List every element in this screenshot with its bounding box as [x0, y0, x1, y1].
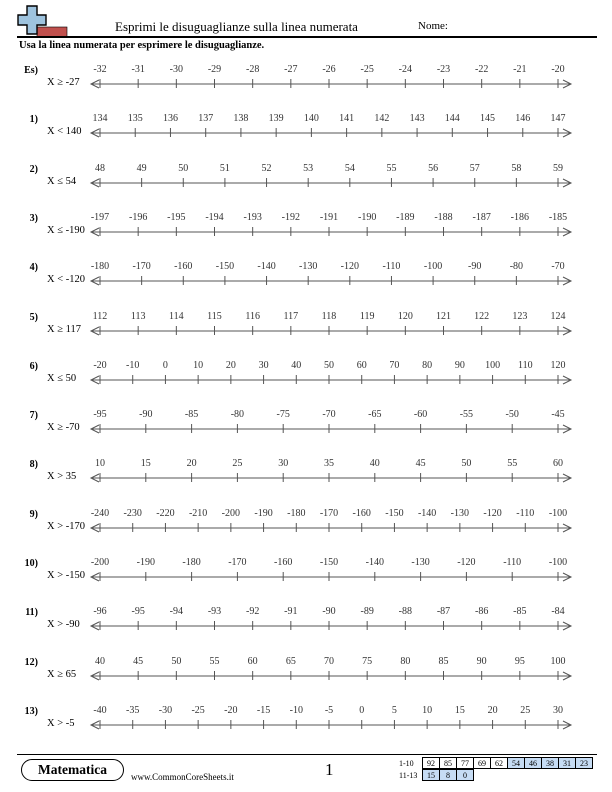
tick-label: -92 [245, 606, 260, 618]
tick-label: -89 [360, 606, 374, 618]
tick-label: 40 [369, 458, 380, 470]
tick-label: 65 [285, 655, 296, 667]
tick-label: -110 [503, 557, 522, 568]
tick-label: -22 [474, 64, 489, 75]
tick-label: 70 [324, 655, 334, 667]
tick-label: 124 [550, 310, 566, 322]
tick-label: -25 [191, 704, 205, 716]
instructions: Usa la linea numerata per esprimere le disuguaglianze. [19, 40, 265, 51]
problem-number: 12) [24, 656, 38, 668]
tick-label: 30 [258, 359, 269, 371]
problem-number: 1) [29, 114, 38, 126]
number-line[interactable] [88, 307, 574, 345]
tick-label: 113 [130, 310, 146, 322]
number-line[interactable] [88, 602, 574, 640]
tick-label: -180 [182, 557, 201, 568]
score-cell: 0 [457, 770, 474, 781]
problem-inequality: X ≤ -190 [47, 224, 85, 236]
tick-label: 122 [474, 310, 490, 322]
number-line[interactable] [88, 356, 574, 394]
tick-label: -189 [396, 211, 415, 223]
tick-label: -180 [287, 507, 306, 519]
tick-label: -5 [324, 704, 334, 716]
tick-label: 115 [207, 310, 222, 322]
tick-label: 60 [247, 655, 258, 667]
tick-label: 136 [162, 113, 178, 125]
tick-label: -220 [156, 507, 175, 519]
tick-label: -20 [224, 704, 238, 716]
tick-label: 10 [193, 359, 204, 371]
score-cell: 8 [440, 770, 457, 781]
tick-label: -120 [483, 507, 502, 519]
tick-label: -70 [322, 409, 336, 421]
tick-label: -15 [256, 704, 271, 716]
tick-label: -196 [128, 211, 148, 223]
header-divider [17, 36, 597, 38]
tick-label: -20 [551, 64, 565, 75]
tick-label: -93 [207, 606, 222, 618]
score-table-row-2 [398, 769, 474, 781]
problem-inequality: X > -90 [47, 619, 80, 631]
tick-label: -86 [474, 606, 489, 618]
tick-label: 50 [178, 162, 189, 174]
score-cell: 38 [542, 758, 559, 769]
problem-inequality: X > -170 [47, 520, 86, 532]
problem-number: 7) [29, 410, 38, 422]
tick-label: 56 [428, 162, 439, 174]
tick-label: 90 [454, 359, 465, 371]
worksheet-title: Esprimi le disuguaglianze sulla linea numerata [115, 19, 358, 34]
tick-label: -120 [340, 261, 359, 273]
tick-label: -170 [132, 261, 151, 273]
tick-label: -80 [509, 261, 524, 273]
tick-label: -90 [468, 261, 482, 273]
tick-label: 54 [344, 162, 355, 174]
tick-label: 49 [136, 162, 147, 174]
tick-label: 137 [198, 113, 214, 125]
tick-label: -190 [254, 507, 273, 519]
tick-label: 40 [95, 655, 105, 667]
footer-divider [17, 754, 597, 755]
tick-label: -24 [398, 64, 413, 75]
tick-label: -210 [188, 507, 208, 519]
tick-label: 15 [454, 704, 465, 716]
number-line[interactable] [88, 504, 574, 542]
number-line[interactable] [88, 159, 574, 197]
tick-label: 144 [444, 113, 460, 125]
tick-label: 90 [476, 655, 487, 667]
problem-number: 2) [29, 163, 38, 175]
tick-label: 20 [487, 704, 498, 716]
tick-label: -20 [93, 359, 107, 371]
tick-label: 25 [520, 704, 531, 716]
tick-label: -140 [257, 261, 276, 273]
problem-inequality: X ≥ 65 [47, 668, 77, 680]
tick-label: -185 [548, 211, 568, 223]
tick-label: -191 [319, 211, 339, 223]
tick-label: -50 [505, 409, 519, 421]
tick-label: 48 [95, 162, 105, 174]
tick-label: -160 [274, 557, 293, 568]
tick-label: -95 [131, 606, 145, 618]
tick-label: -10 [289, 704, 303, 716]
tick-label: -87 [436, 606, 451, 618]
score-cell: 77 [457, 758, 474, 769]
tick-label: 114 [169, 310, 184, 322]
score-cell: 54 [508, 758, 525, 769]
number-line[interactable] [88, 109, 574, 147]
tick-label: -70 [551, 261, 565, 273]
tick-label: 121 [436, 310, 451, 322]
tick-label: 116 [245, 310, 260, 322]
tick-label: 25 [232, 458, 243, 470]
tick-label: 119 [359, 310, 375, 322]
problem-inequality: X < -120 [47, 274, 86, 286]
problem-inequality: X < 140 [47, 126, 82, 138]
tick-label: 85 [438, 655, 449, 667]
tick-label: -10 [126, 359, 140, 371]
number-line[interactable] [88, 454, 574, 492]
tick-label: 80 [400, 655, 411, 667]
plus-logo-icon [17, 5, 69, 37]
tick-label: -240 [90, 507, 110, 519]
number-line[interactable] [88, 257, 574, 295]
score-cell: 69 [474, 758, 491, 769]
tick-label: -120 [457, 557, 476, 568]
tick-label: -27 [284, 64, 298, 75]
tick-label: 118 [321, 310, 337, 322]
tick-label: 143 [409, 113, 425, 125]
problem-inequality: X ≤ 54 [47, 175, 77, 187]
tick-label: -26 [322, 64, 336, 75]
tick-label: -192 [281, 211, 301, 223]
tick-label: 100 [550, 655, 566, 667]
tick-label: -95 [93, 409, 107, 421]
tick-label: -65 [368, 409, 382, 421]
tick-label: -40 [93, 704, 107, 716]
tick-label: -140 [365, 557, 384, 568]
score-range-label: 1-10 [399, 758, 414, 768]
tick-label: -180 [90, 261, 110, 273]
problem-number: 8) [29, 459, 38, 471]
tick-label: -88 [398, 606, 413, 618]
tick-label: -96 [93, 606, 107, 618]
tick-label: 140 [303, 113, 319, 125]
number-line[interactable] [88, 208, 574, 246]
tick-label: 134 [92, 113, 108, 125]
tick-label: 145 [480, 113, 496, 125]
tick-label: 117 [283, 310, 299, 322]
problem-number: 3) [29, 212, 38, 224]
tick-label: -150 [215, 261, 235, 273]
page-number: 1 [325, 760, 334, 779]
tick-label: -21 [513, 64, 527, 75]
tick-label: -195 [167, 211, 186, 223]
tick-label: -90 [322, 606, 336, 618]
problem-number: Es) [24, 65, 38, 76]
tick-label: 60 [553, 458, 563, 470]
tick-label: 5 [391, 704, 397, 716]
tick-label: 58 [511, 162, 522, 174]
number-line[interactable] [88, 701, 574, 739]
problem-number: 11) [25, 607, 38, 619]
tick-label: 51 [219, 162, 230, 174]
tick-label: 110 [517, 359, 533, 371]
tick-label: -32 [93, 64, 107, 75]
tick-label: -45 [551, 409, 565, 421]
tick-label: 120 [550, 359, 566, 371]
problem-number: 4) [29, 262, 38, 274]
tick-label: -84 [551, 606, 565, 618]
tick-label: 53 [303, 162, 314, 174]
tick-label: 15 [140, 458, 151, 470]
tick-label: 55 [209, 655, 220, 667]
problem-number: 6) [29, 360, 38, 372]
tick-label: -91 [284, 606, 298, 618]
tick-label: 0 [162, 359, 168, 371]
tick-label: -30 [169, 64, 184, 75]
score-cell: 23 [576, 758, 593, 769]
tick-label: -85 [184, 409, 199, 421]
tick-label: -94 [169, 606, 184, 618]
tick-label: -31 [131, 64, 145, 75]
number-line[interactable] [88, 553, 574, 591]
tick-label: 50 [171, 655, 182, 667]
number-line[interactable] [88, 405, 574, 443]
problem-inequality: X ≥ 117 [47, 323, 81, 335]
tick-label: -85 [513, 606, 527, 618]
problem-inequality: X > -150 [47, 570, 86, 581]
tick-label: -150 [385, 507, 404, 519]
tick-label: -100 [548, 557, 568, 568]
tick-label: -28 [245, 64, 260, 75]
problem-number: 9) [29, 508, 38, 520]
website-link[interactable]: www.CommonCoreSheets.it [131, 772, 234, 782]
tick-label: -130 [450, 507, 470, 519]
problem-inequality: X ≥ -70 [47, 422, 80, 434]
tick-label: 146 [515, 113, 531, 125]
score-cell: 92 [423, 758, 440, 769]
brand-badge: Matematica [21, 759, 124, 781]
tick-label: 0 [359, 704, 365, 716]
score-cell: 31 [559, 758, 576, 769]
number-line[interactable] [88, 652, 574, 690]
tick-label: -110 [382, 261, 401, 273]
tick-label: -55 [459, 409, 474, 421]
tick-label: 138 [233, 113, 249, 125]
tick-label: 30 [553, 704, 563, 716]
problem-inequality: X ≤ 50 [47, 372, 77, 384]
tick-label: 120 [397, 310, 413, 322]
name-label: Nome: [418, 20, 448, 32]
number-line[interactable] [88, 60, 574, 98]
tick-label: -197 [90, 211, 110, 223]
tick-label: -160 [352, 507, 371, 519]
tick-label: -130 [411, 557, 430, 568]
tick-label: 35 [324, 458, 334, 470]
tick-label: 147 [550, 113, 566, 125]
tick-label: 50 [324, 359, 334, 371]
tick-label: 40 [291, 359, 302, 371]
problem-inequality: X > -5 [47, 717, 75, 729]
tick-label: -230 [123, 507, 142, 519]
tick-label: 60 [356, 359, 367, 371]
problem-number: 5) [29, 311, 38, 323]
tick-label: 20 [186, 458, 197, 470]
tick-label: -188 [434, 211, 453, 223]
tick-label: 70 [389, 359, 400, 371]
tick-label: -23 [436, 64, 451, 75]
tick-label: -100 [423, 261, 443, 273]
tick-label: 45 [415, 458, 426, 470]
tick-label: -160 [174, 261, 193, 273]
tick-label: -200 [90, 557, 110, 568]
tick-label: -194 [205, 211, 224, 223]
tick-label: 123 [512, 310, 528, 322]
score-table-row-1 [398, 757, 593, 769]
tick-label: -193 [243, 211, 262, 223]
tick-label: 141 [339, 113, 355, 125]
tick-label: -187 [472, 211, 491, 223]
tick-label: -140 [417, 507, 437, 519]
tick-label: 75 [362, 655, 373, 667]
tick-label: -190 [357, 211, 377, 223]
tick-label: -35 [126, 704, 140, 716]
problem-number: 10) [24, 558, 38, 569]
problem-inequality: X > 35 [47, 471, 77, 483]
tick-label: 135 [127, 113, 143, 125]
tick-label: -100 [548, 507, 568, 519]
tick-label: -190 [136, 557, 155, 568]
tick-label: 55 [507, 458, 518, 470]
tick-label: -80 [230, 409, 245, 421]
tick-label: 80 [422, 359, 433, 371]
tick-label: -29 [207, 64, 222, 75]
tick-label: 30 [278, 458, 289, 470]
tick-label: -90 [139, 409, 153, 421]
score-cell: 85 [440, 758, 457, 769]
tick-label: 57 [469, 162, 480, 174]
problem-inequality: X ≥ -27 [47, 77, 80, 88]
tick-label: 45 [133, 655, 144, 667]
tick-label: -150 [319, 557, 339, 568]
tick-label: 10 [422, 704, 433, 716]
tick-label: 52 [261, 162, 272, 174]
tick-label: 139 [268, 113, 284, 125]
tick-label: 50 [461, 458, 472, 470]
tick-label: -25 [360, 64, 374, 75]
score-cell: 46 [525, 758, 542, 769]
score-cell: 15 [423, 770, 440, 781]
tick-label: -170 [228, 557, 247, 568]
tick-label: -30 [158, 704, 173, 716]
tick-label: -60 [413, 409, 428, 421]
problem-number: 13) [24, 705, 38, 717]
tick-label: -75 [276, 409, 290, 421]
tick-label: 112 [92, 310, 108, 322]
tick-label: 100 [485, 359, 501, 371]
tick-label: 142 [374, 113, 390, 125]
tick-label: 59 [553, 162, 563, 174]
tick-label: -110 [516, 507, 535, 519]
tick-label: 20 [225, 359, 236, 371]
tick-label: 95 [514, 655, 525, 667]
tick-label: -170 [319, 507, 339, 519]
score-range-label: 11-13 [399, 770, 418, 780]
tick-label: -186 [510, 211, 530, 223]
tick-label: -200 [221, 507, 241, 519]
score-cell: 62 [491, 758, 508, 769]
tick-label: -130 [299, 261, 318, 273]
tick-label: 10 [95, 458, 105, 470]
tick-label: 55 [386, 162, 397, 174]
